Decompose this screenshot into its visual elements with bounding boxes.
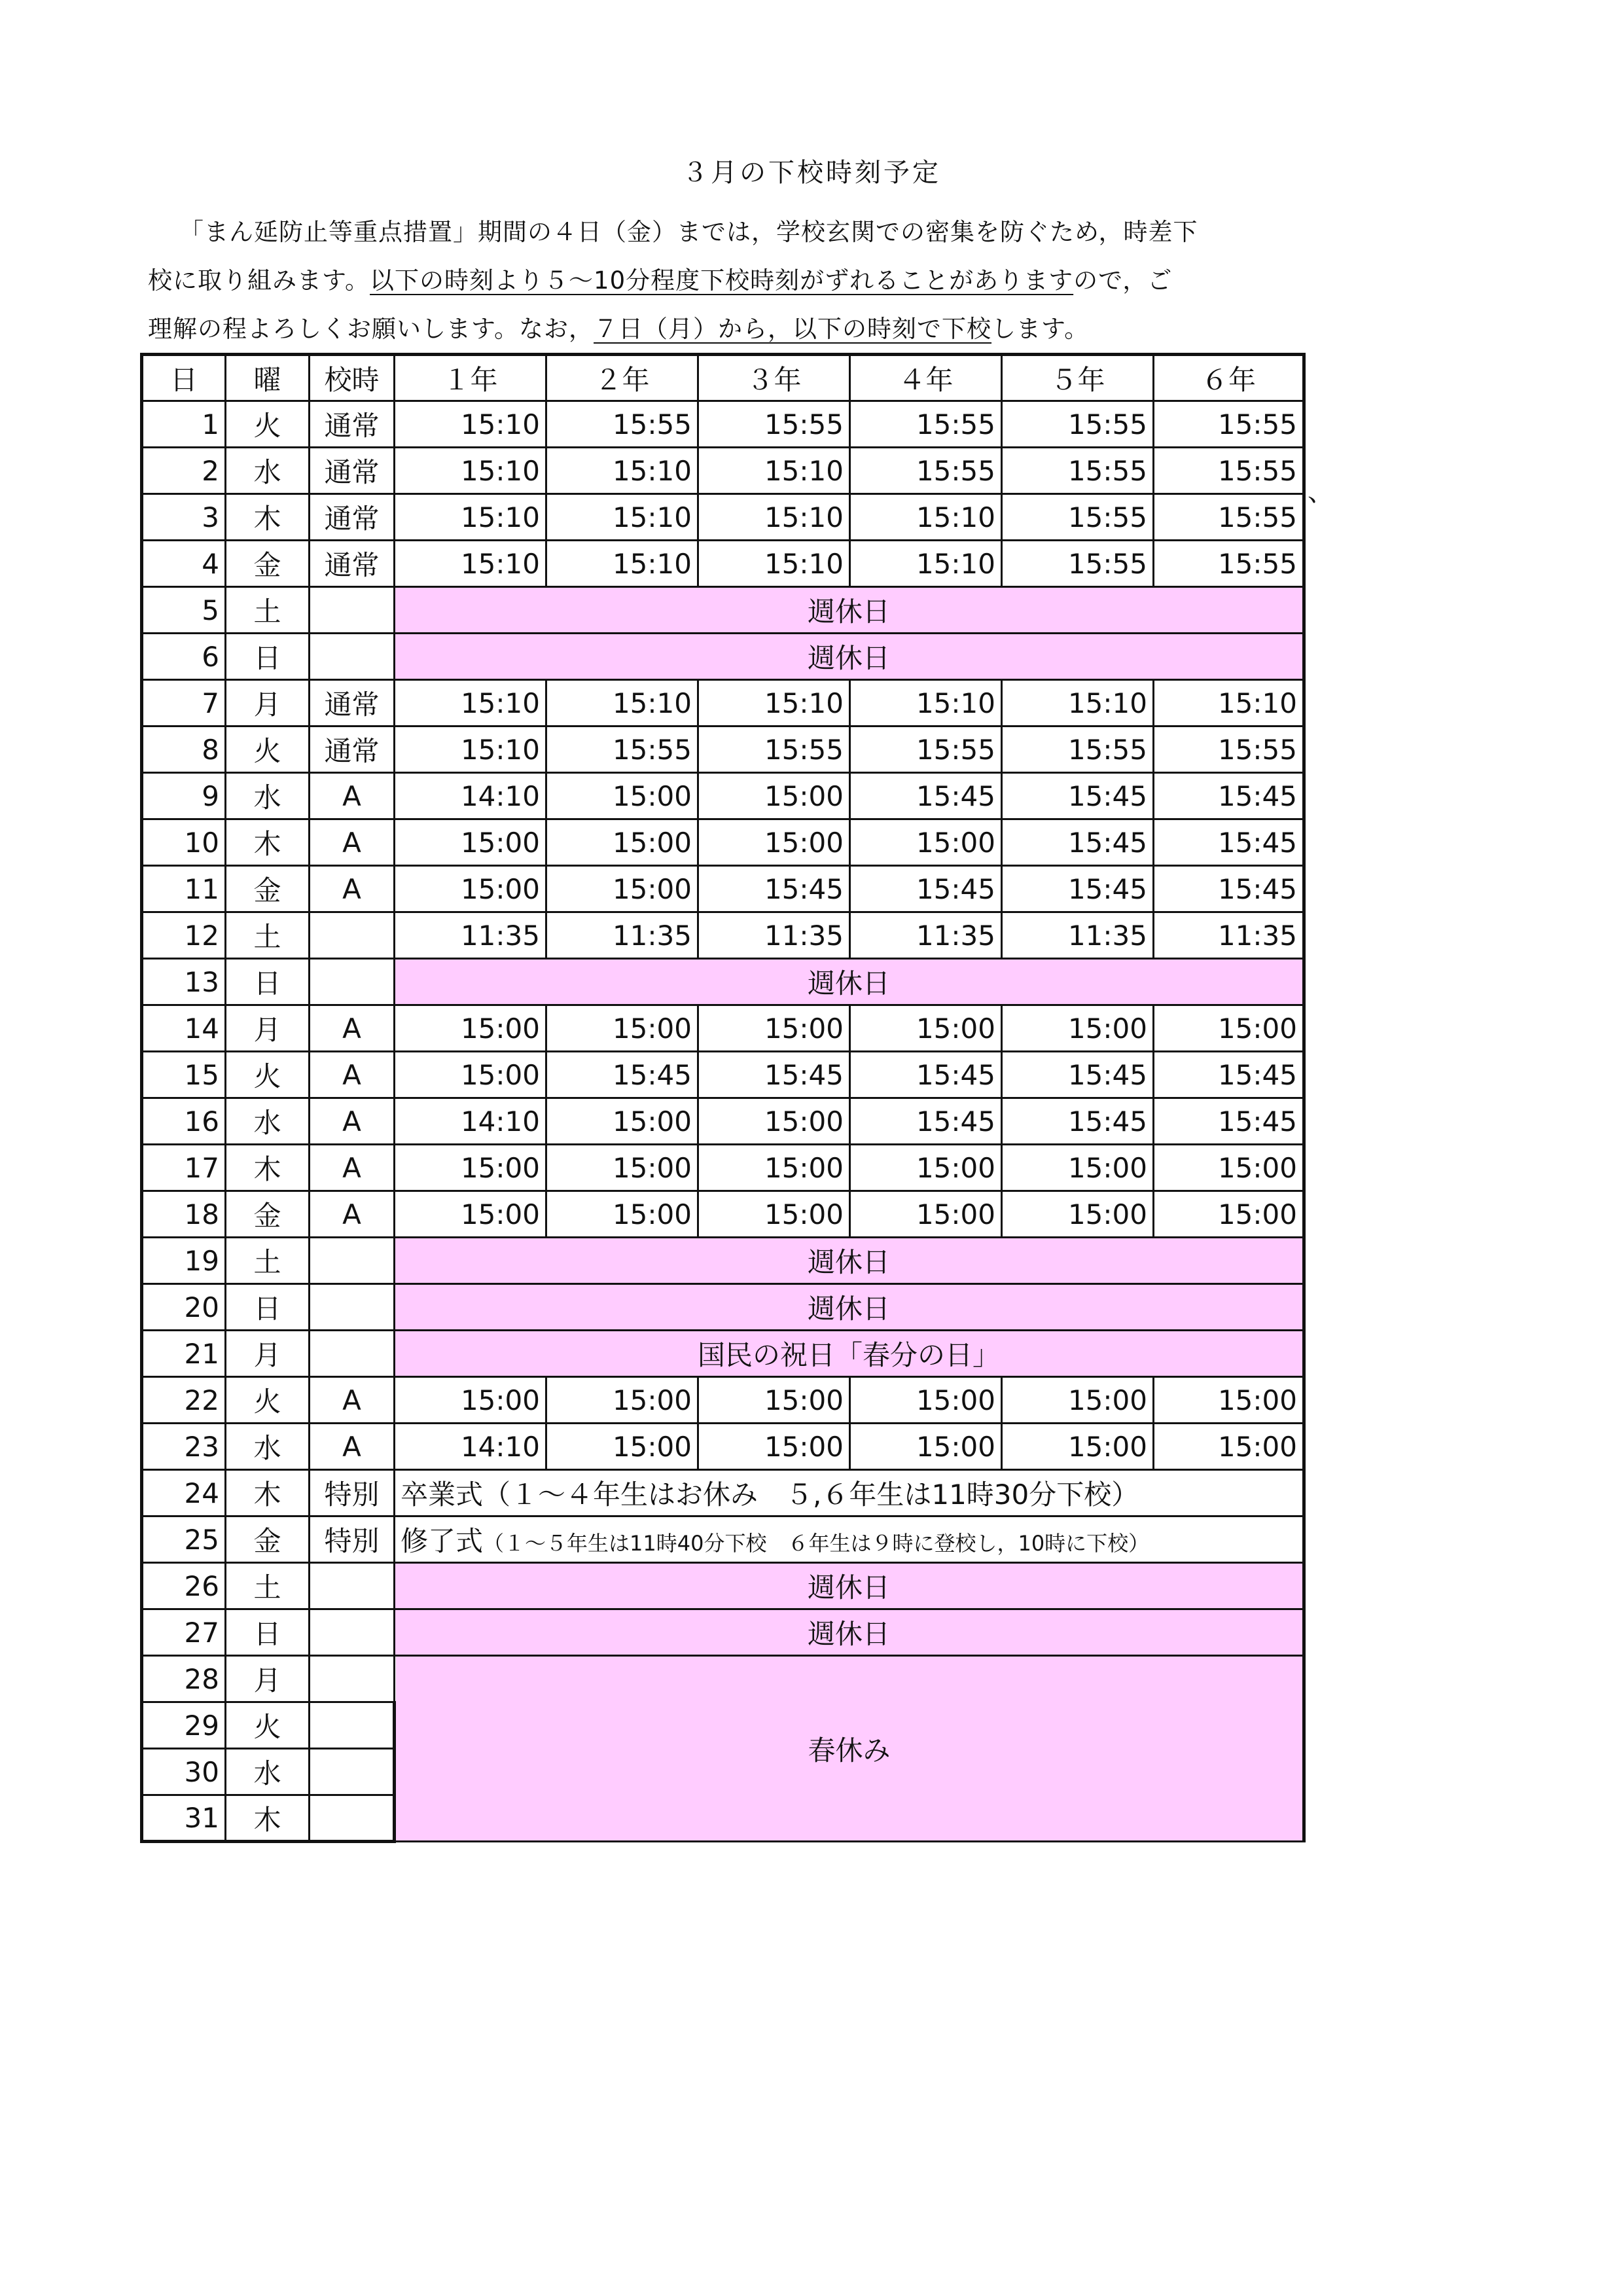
day-cell: 25 — [142, 1516, 226, 1563]
dismissal-time-cell: 15:00 — [395, 1005, 546, 1052]
intro-line-3c: します。 — [991, 315, 1090, 343]
period-cell: A — [310, 1145, 395, 1191]
weekday-cell: 土 — [226, 912, 310, 959]
dismissal-time-cell: 15:45 — [1154, 866, 1304, 912]
day-cell: 30 — [142, 1749, 226, 1795]
weekday-cell: 土 — [226, 1238, 310, 1284]
weekday-cell: 木 — [226, 494, 310, 541]
dismissal-time-cell: 15:00 — [1002, 1005, 1154, 1052]
dismissal-time-cell: 14:10 — [395, 1424, 546, 1470]
dismissal-time-cell: 15:45 — [1154, 1052, 1304, 1098]
weekday-cell: 水 — [226, 773, 310, 819]
period-cell — [310, 1749, 395, 1795]
holiday-cell: 週休日 — [395, 1563, 1304, 1609]
dismissal-time-cell: 15:00 — [1154, 1377, 1304, 1424]
dismissal-time-cell: 11:35 — [395, 912, 546, 959]
day-cell: 13 — [142, 959, 226, 1005]
dismissal-time-cell: 15:10 — [850, 680, 1002, 726]
table-row — [142, 1284, 1304, 1331]
table-row — [142, 1052, 1304, 1098]
dismissal-time-cell: 15:00 — [395, 1052, 546, 1098]
table-row — [142, 1609, 1304, 1656]
dismissal-time-cell: 15:00 — [395, 819, 546, 866]
table-row — [142, 912, 1304, 959]
period-cell: A — [310, 1005, 395, 1052]
period-cell: A — [310, 819, 395, 866]
intro-underlined-date: ７日（月）から，以下の時刻で下校 — [594, 315, 992, 343]
weekday-cell: 月 — [226, 1331, 310, 1377]
table-row — [142, 1516, 1304, 1563]
holiday-cell: 週休日 — [395, 1284, 1304, 1331]
dismissal-time-cell: 15:00 — [1002, 1191, 1154, 1238]
table-row — [142, 1191, 1304, 1238]
day-cell: 14 — [142, 1005, 226, 1052]
day-cell: 10 — [142, 819, 226, 866]
dismissal-time-cell: 15:55 — [1154, 541, 1304, 587]
header-row — [142, 355, 1304, 401]
table-row — [142, 1331, 1304, 1377]
day-cell: 15 — [142, 1052, 226, 1098]
column-header: 校時 — [310, 355, 395, 401]
dismissal-time-cell: 15:45 — [1154, 1098, 1304, 1145]
dismissal-time-cell: 15:00 — [1154, 1005, 1304, 1052]
period-cell — [310, 1563, 395, 1609]
period-cell: A — [310, 773, 395, 819]
dismissal-time-cell: 15:00 — [546, 1145, 698, 1191]
dismissal-time-cell: 15:10 — [850, 541, 1002, 587]
table-row — [142, 494, 1304, 541]
weekday-cell: 火 — [226, 726, 310, 773]
table-row — [142, 1470, 1304, 1516]
period-cell — [310, 1795, 395, 1842]
column-header: ２年 — [546, 355, 698, 401]
holiday-cell: 国民の祝日「春分の日」 — [395, 1331, 1304, 1377]
dismissal-time-cell: 15:45 — [698, 866, 850, 912]
dismissal-time-cell: 15:00 — [850, 1005, 1002, 1052]
stray-mark: 、 — [1308, 477, 1334, 507]
day-cell: 6 — [142, 634, 226, 680]
weekday-cell: 水 — [226, 1749, 310, 1795]
dismissal-time-cell: 15:00 — [1002, 1424, 1154, 1470]
table-row — [142, 448, 1304, 494]
intro-line-2a: 校に取り組みます。 — [148, 266, 370, 295]
day-cell: 1 — [142, 401, 226, 448]
weekday-cell: 日 — [226, 1609, 310, 1656]
weekday-cell: 水 — [226, 1424, 310, 1470]
table-row — [142, 587, 1304, 634]
dismissal-time-cell: 15:55 — [850, 401, 1002, 448]
period-cell — [310, 587, 395, 634]
table-row — [142, 541, 1304, 587]
event-cell — [395, 1516, 1304, 1563]
dismissal-time-cell: 15:10 — [395, 726, 546, 773]
dismissal-time-cell: 15:45 — [850, 1098, 1002, 1145]
day-cell: 16 — [142, 1098, 226, 1145]
dismissal-time-cell: 15:00 — [546, 866, 698, 912]
dismissal-time-cell: 15:55 — [1154, 448, 1304, 494]
period-cell — [310, 1702, 395, 1749]
table-row — [142, 726, 1304, 773]
dismissal-time-cell: 15:45 — [850, 773, 1002, 819]
table-row — [142, 1005, 1304, 1052]
weekday-cell: 木 — [226, 1795, 310, 1842]
dismissal-time-cell: 15:55 — [546, 401, 698, 448]
dismissal-time-cell: 15:00 — [850, 1191, 1002, 1238]
dismissal-time-cell: 15:45 — [1002, 773, 1154, 819]
dismissal-time-cell: 15:55 — [1002, 448, 1154, 494]
dismissal-time-cell: 15:10 — [546, 541, 698, 587]
dismissal-time-cell: 15:00 — [395, 1191, 546, 1238]
table-row — [142, 1656, 1304, 1702]
dismissal-time-cell: 15:10 — [1002, 680, 1154, 726]
period-cell: 通常 — [310, 680, 395, 726]
day-cell: 7 — [142, 680, 226, 726]
table-row — [142, 680, 1304, 726]
dismissal-time-cell: 15:55 — [546, 726, 698, 773]
dismissal-time-cell: 11:35 — [850, 912, 1002, 959]
table-row — [142, 1098, 1304, 1145]
day-cell: 2 — [142, 448, 226, 494]
table-row — [142, 866, 1304, 912]
day-cell: 9 — [142, 773, 226, 819]
period-cell: A — [310, 1098, 395, 1145]
column-header: １年 — [395, 355, 546, 401]
period-cell: A — [310, 1052, 395, 1098]
dismissal-time-cell: 14:10 — [395, 773, 546, 819]
dismissal-time-cell: 15:45 — [1154, 819, 1304, 866]
weekday-cell: 金 — [226, 541, 310, 587]
dismissal-time-cell: 15:10 — [395, 401, 546, 448]
period-cell — [310, 1609, 395, 1656]
dismissal-time-cell: 15:00 — [395, 1377, 546, 1424]
dismissal-time-cell: 15:00 — [546, 773, 698, 819]
table-row — [142, 1563, 1304, 1609]
day-cell: 19 — [142, 1238, 226, 1284]
holiday-cell: 春休み — [395, 1656, 1304, 1842]
day-cell: 28 — [142, 1656, 226, 1702]
dismissal-time-cell: 15:10 — [546, 680, 698, 726]
period-cell — [310, 1331, 395, 1377]
day-cell: 17 — [142, 1145, 226, 1191]
dismissal-time-cell: 15:45 — [1002, 1052, 1154, 1098]
dismissal-time-cell: 15:10 — [395, 541, 546, 587]
dismissal-time-cell: 15:45 — [1002, 1098, 1154, 1145]
day-cell: 29 — [142, 1702, 226, 1749]
weekday-cell: 日 — [226, 959, 310, 1005]
dismissal-time-cell: 15:00 — [698, 1191, 850, 1238]
day-cell: 8 — [142, 726, 226, 773]
intro-line-1: 「まん延防止等重点措置」期間の４日（金）までは，学校玄関での密集を防ぐため，時差下 — [179, 218, 1198, 246]
period-cell — [310, 912, 395, 959]
dismissal-time-cell: 15:00 — [698, 819, 850, 866]
period-cell: 通常 — [310, 401, 395, 448]
table-row — [142, 1145, 1304, 1191]
intro-line-2c: ので，ご — [1073, 266, 1173, 295]
weekday-cell: 日 — [226, 1284, 310, 1331]
dismissal-time-cell: 15:10 — [395, 680, 546, 726]
weekday-cell: 金 — [226, 866, 310, 912]
dismissal-time-cell: 15:55 — [1154, 726, 1304, 773]
weekday-cell: 水 — [226, 1098, 310, 1145]
day-cell: 11 — [142, 866, 226, 912]
table-row — [142, 959, 1304, 1005]
weekday-cell: 火 — [226, 1702, 310, 1749]
dismissal-time-cell: 15:00 — [1002, 1377, 1154, 1424]
column-header: ６年 — [1154, 355, 1304, 401]
table-row — [142, 1238, 1304, 1284]
dismissal-time-cell: 11:35 — [546, 912, 698, 959]
day-cell: 26 — [142, 1563, 226, 1609]
day-cell: 12 — [142, 912, 226, 959]
weekday-cell: 金 — [226, 1516, 310, 1563]
dismissal-time-cell: 15:10 — [698, 680, 850, 726]
dismissal-time-cell: 15:00 — [698, 773, 850, 819]
dismissal-time-cell: 11:35 — [698, 912, 850, 959]
dismissal-time-cell: 15:10 — [850, 494, 1002, 541]
period-cell: 通常 — [310, 448, 395, 494]
dismissal-time-cell: 15:55 — [1002, 541, 1154, 587]
event-cell — [395, 1470, 1304, 1516]
table-row — [142, 634, 1304, 680]
day-cell: 24 — [142, 1470, 226, 1516]
period-cell: A — [310, 866, 395, 912]
period-cell — [310, 1238, 395, 1284]
period-cell: 特別 — [310, 1516, 395, 1563]
dismissal-time-cell: 15:10 — [395, 494, 546, 541]
dismissal-time-cell: 15:00 — [1154, 1191, 1304, 1238]
weekday-cell: 水 — [226, 448, 310, 494]
dismissal-time-cell: 15:00 — [546, 1377, 698, 1424]
table-row — [142, 773, 1304, 819]
period-cell: A — [310, 1377, 395, 1424]
day-cell: 23 — [142, 1424, 226, 1470]
period-cell: 通常 — [310, 541, 395, 587]
dismissal-time-cell: 15:00 — [698, 1424, 850, 1470]
dismissal-time-cell: 15:55 — [1002, 494, 1154, 541]
schedule-table — [140, 353, 1306, 1843]
dismissal-time-cell: 14:10 — [395, 1098, 546, 1145]
dismissal-time-cell: 11:35 — [1002, 912, 1154, 959]
day-cell: 31 — [142, 1795, 226, 1842]
intro-underlined-note: 以下の時刻より５～10分程度下校時刻がずれることがあります — [370, 266, 1074, 295]
day-cell: 22 — [142, 1377, 226, 1424]
column-header: ４年 — [850, 355, 1002, 401]
table-row — [142, 1424, 1304, 1470]
column-header: 日 — [142, 355, 226, 401]
weekday-cell: 月 — [226, 680, 310, 726]
day-cell: 5 — [142, 587, 226, 634]
dismissal-time-cell: 15:00 — [546, 1098, 698, 1145]
day-cell: 18 — [142, 1191, 226, 1238]
column-header: 曜 — [226, 355, 310, 401]
dismissal-time-cell: 15:00 — [850, 819, 1002, 866]
holiday-cell: 週休日 — [395, 1609, 1304, 1656]
weekday-cell: 火 — [226, 1052, 310, 1098]
dismissal-time-cell: 15:00 — [395, 1145, 546, 1191]
dismissal-time-cell: 15:00 — [1154, 1424, 1304, 1470]
dismissal-time-cell: 15:00 — [1154, 1145, 1304, 1191]
holiday-cell: 週休日 — [395, 634, 1304, 680]
dismissal-time-cell: 11:35 — [1154, 912, 1304, 959]
dismissal-time-cell: 15:45 — [850, 1052, 1002, 1098]
dismissal-time-cell: 15:55 — [1154, 401, 1304, 448]
dismissal-time-cell: 15:45 — [850, 866, 1002, 912]
period-cell — [310, 1656, 395, 1702]
dismissal-time-cell: 15:55 — [698, 401, 850, 448]
period-cell — [310, 634, 395, 680]
dismissal-time-cell: 15:00 — [850, 1377, 1002, 1424]
dismissal-time-cell: 15:10 — [1154, 680, 1304, 726]
dismissal-time-cell: 15:10 — [546, 494, 698, 541]
dismissal-time-cell: 15:45 — [546, 1052, 698, 1098]
holiday-cell: 週休日 — [395, 587, 1304, 634]
weekday-cell: 金 — [226, 1191, 310, 1238]
day-cell: 3 — [142, 494, 226, 541]
weekday-cell: 木 — [226, 819, 310, 866]
dismissal-time-cell: 15:10 — [698, 494, 850, 541]
dismissal-time-cell: 15:45 — [1154, 773, 1304, 819]
weekday-cell: 木 — [226, 1145, 310, 1191]
dismissal-time-cell: 15:55 — [1002, 401, 1154, 448]
dismissal-time-cell: 15:00 — [546, 819, 698, 866]
period-cell — [310, 1284, 395, 1331]
dismissal-time-cell: 15:00 — [395, 866, 546, 912]
table-row — [142, 401, 1304, 448]
dismissal-time-cell: 15:10 — [546, 448, 698, 494]
dismissal-time-cell: 15:45 — [698, 1052, 850, 1098]
day-cell: 20 — [142, 1284, 226, 1331]
period-cell: A — [310, 1191, 395, 1238]
weekday-cell: 木 — [226, 1470, 310, 1516]
table-row — [142, 819, 1304, 866]
intro-line-3a: 理解の程よろしくお願いします。なお， — [148, 315, 594, 343]
dismissal-time-cell: 15:00 — [698, 1145, 850, 1191]
event-title: 修了式 — [401, 1525, 484, 1557]
dismissal-time-cell: 15:00 — [698, 1098, 850, 1145]
dismissal-time-cell: 15:00 — [698, 1377, 850, 1424]
table-row — [142, 1377, 1304, 1424]
day-cell: 21 — [142, 1331, 226, 1377]
dismissal-time-cell: 15:10 — [698, 448, 850, 494]
column-header: ５年 — [1002, 355, 1154, 401]
holiday-cell: 週休日 — [395, 959, 1304, 1005]
dismissal-time-cell: 15:55 — [1002, 726, 1154, 773]
dismissal-time-cell: 15:00 — [546, 1005, 698, 1052]
dismissal-time-cell: 15:55 — [698, 726, 850, 773]
dismissal-time-cell: 15:45 — [1002, 819, 1154, 866]
weekday-cell: 土 — [226, 587, 310, 634]
period-cell: 通常 — [310, 494, 395, 541]
dismissal-time-cell: 15:00 — [850, 1424, 1002, 1470]
period-cell — [310, 959, 395, 1005]
page-title: ３月の下校時刻予定 — [682, 158, 941, 188]
dismissal-time-cell: 15:55 — [850, 448, 1002, 494]
dismissal-time-cell: 15:55 — [850, 726, 1002, 773]
intro-paragraph — [148, 208, 1319, 353]
period-cell: 通常 — [310, 726, 395, 773]
dismissal-time-cell: 15:00 — [850, 1145, 1002, 1191]
day-cell: 4 — [142, 541, 226, 587]
weekday-cell: 火 — [226, 1377, 310, 1424]
period-cell: A — [310, 1424, 395, 1470]
period-cell: 特別 — [310, 1470, 395, 1516]
dismissal-time-cell: 15:10 — [698, 541, 850, 587]
weekday-cell: 日 — [226, 634, 310, 680]
column-header: ３年 — [698, 355, 850, 401]
event-title: 卒業式（１～４年生はお休み ５,６年生は11時30分下校） — [401, 1479, 1139, 1511]
day-cell: 27 — [142, 1609, 226, 1656]
event-detail: （１～５年生は11時40分下校 ６年生は９時に登校し，10時に下校） — [483, 1531, 1150, 1556]
weekday-cell: 月 — [226, 1656, 310, 1702]
weekday-cell: 火 — [226, 401, 310, 448]
dismissal-time-cell: 15:45 — [1002, 866, 1154, 912]
weekday-cell: 土 — [226, 1563, 310, 1609]
dismissal-time-cell: 15:55 — [1154, 494, 1304, 541]
dismissal-time-cell: 15:10 — [395, 448, 546, 494]
holiday-cell: 週休日 — [395, 1238, 1304, 1284]
dismissal-time-cell: 15:00 — [546, 1191, 698, 1238]
weekday-cell: 月 — [226, 1005, 310, 1052]
dismissal-time-cell: 15:00 — [1002, 1145, 1154, 1191]
dismissal-time-cell: 15:00 — [546, 1424, 698, 1470]
dismissal-time-cell: 15:00 — [698, 1005, 850, 1052]
